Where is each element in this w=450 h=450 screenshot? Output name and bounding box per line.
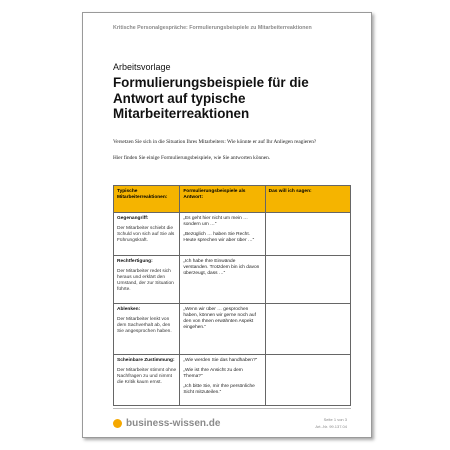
reaction-cell — [114, 213, 180, 256]
running-header: Kritische Personalgespräche: Formulierungsbeispiele zu Mitarbeiterreaktionen — [113, 25, 312, 31]
document-type-label: Arbeitsvorlage — [113, 62, 171, 72]
table-row — [114, 213, 351, 256]
table-row — [114, 256, 351, 304]
notes-entry-cell[interactable] — [265, 256, 350, 304]
article-number: Art.-Nr. 99.137.04 — [315, 424, 347, 429]
page-number: Seite 1 von 3 — [323, 417, 347, 422]
header-my-words: Das will ich sagen: — [265, 186, 350, 213]
examples-cell — [180, 304, 265, 355]
example-phrase: „Ich bitte Sie, mir Ihre persönliche Sicht mitzuteilen.“ — [183, 384, 255, 395]
worksheet-table — [113, 185, 351, 406]
reaction-cell — [114, 256, 180, 304]
examples-cell — [180, 355, 265, 406]
intro-text — [113, 137, 353, 168]
reaction-category: Rechtfertigung: — [117, 259, 153, 264]
reaction-description: Der Mitarbeiter redet sich heraus und erklärt den Umstand, der zur Situation führte. — [117, 269, 174, 292]
example-phrase: „Es geht hier nicht um mein … sondern um …“ — [183, 216, 248, 227]
reaction-description: Der Mitarbeiter lenkt von dem Sachverhalt ab, den Sie angesprochen haben. — [117, 317, 172, 334]
notes-entry-cell[interactable] — [265, 213, 350, 256]
reaction-category: Gegenangriff: — [117, 216, 149, 221]
intro-paragraph-1: Versetzen Sie sich in die Situation Ihres Mitarbeiters: Wie könnte er auf Ihr Anliegen reagieren? — [113, 139, 317, 145]
example-phrase: „Bezüglich … haben Sie Recht. Heute sprechen wir aber über …“ — [183, 232, 255, 243]
reaction-description: Der Mitarbeiter schiebt die Schuld von sich auf Sie als Führungskraft. — [117, 226, 175, 243]
brand-logo — [113, 418, 220, 429]
example-phrase: „Wie ist Ihre Ansicht zu dem Thema?“ — [183, 368, 243, 379]
reaction-cell — [114, 304, 180, 355]
table-row — [114, 304, 351, 355]
table-row — [114, 355, 351, 406]
intro-paragraph-2: Hier finden Sie einige Formulierungsbeispiele, wie Sie antworten können. — [113, 154, 271, 161]
table-header-row — [114, 186, 351, 213]
examples-cell — [180, 256, 265, 304]
footer-divider — [113, 408, 351, 409]
example-phrase: „Wie werden Sie das handhaben?“ — [183, 358, 258, 363]
example-phrase: „Wenn wir über … gesprochen haben, können wir gerne noch auf den von Ihnen erwähnten Aspekt eingehen.“ — [183, 307, 256, 330]
reaction-category: Scheinbare Zustimmung: — [117, 358, 175, 363]
reaction-category: Ablenken: — [117, 307, 141, 312]
header-examples: Formulierungsbeispiele als Antwort: — [180, 186, 265, 213]
examples-cell — [180, 213, 265, 256]
notes-entry-cell[interactable] — [265, 304, 350, 355]
brand-name: business-wissen.de — [126, 418, 221, 429]
notes-entry-cell[interactable] — [265, 355, 350, 406]
document-page — [82, 12, 372, 438]
document-title: Formulierungsbeispiele für die Antwort auf typische Mitarbeiterreaktionen — [113, 75, 309, 121]
reaction-description: Der Mitarbeiter stimmt ohne Nachfragen zu und nimmt die Kritik kaum ernst. — [117, 368, 177, 385]
example-phrase: „Ich habe Ihre Einwände verstanden. Trotzdem bin ich davon überzeugt, dass …“ — [183, 259, 260, 276]
brand-dot-icon — [113, 419, 122, 428]
header-reactions: Typische Mitarbeiterreaktionen: — [114, 186, 180, 213]
reaction-cell — [114, 355, 180, 406]
